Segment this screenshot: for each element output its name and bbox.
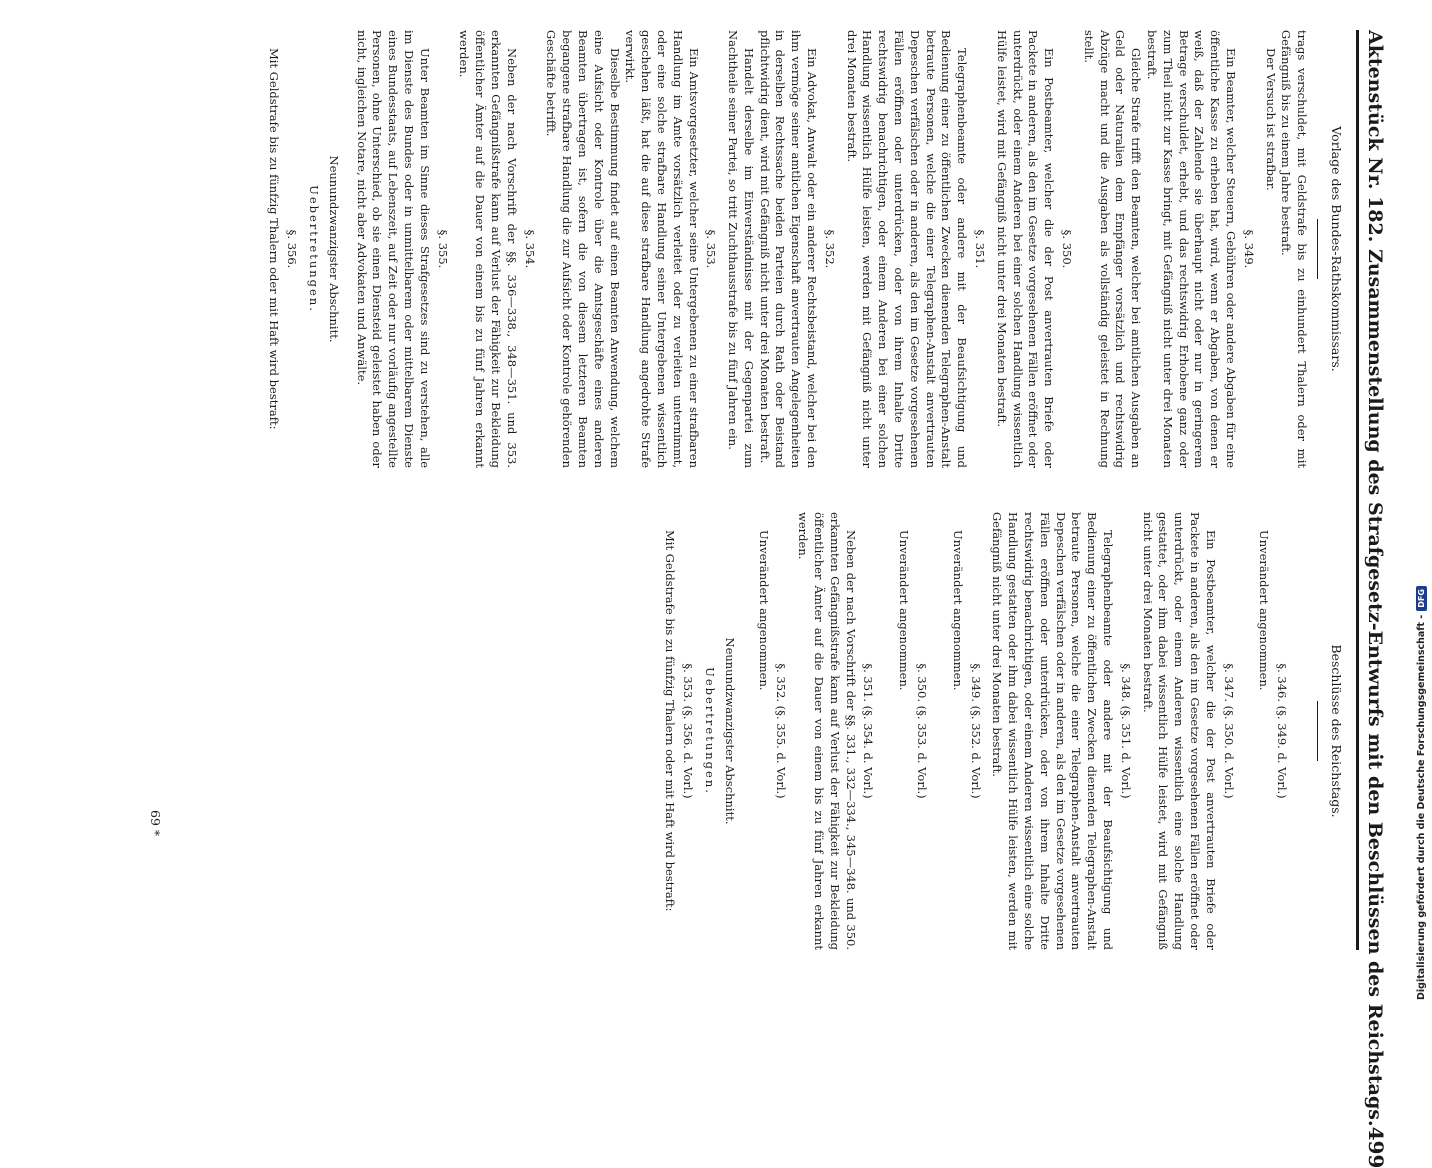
- rotated-document-page: [78, 30, 1388, 1168]
- section-351-text: Telegraphenbeamte oder andere mit der Beaufsichtigung und Bedienung einer zu öffentlichen Zwecken dienenden Telegraphen-Anstalt betraute Personen, welche die einer Telegraphen-Anstalt anvertrauten Depeschen verfälschen oder in anderen, als den im Gesetze vorgesehenen Fällen eröffnen oder unterdrücken, oder von ihrem Inhalte Dritte rechtswidrig benachrichtigen, oder einem Anderen bei einer solchen Handlung wissentlich Hülfe leisten, werden mit Gefängniß nicht unter drei Monaten bestraft.: [844, 30, 970, 468]
- spacer: [741, 512, 755, 950]
- page-header: [1356, 30, 1388, 1168]
- digitization-note: [1416, 589, 1427, 1000]
- page-number: 499: [1364, 1126, 1388, 1168]
- section-353-text: Ein Amtsvorgesetzter, welcher seine Untergebenen zu einer strafbaren Handlung im Amte vorsätzlich verleitet oder zu verleiten unternimmt, oder eine solche strafbare Handlung seiner Untergebenen wissentlich geschehen läßt, hat die auf diese strafbare Handlung angedrohte Strafe verwirkt.: [623, 30, 701, 468]
- section-349-text: Ein Beamter, welcher Steuern, Gebühren oder andere Abgaben für eine öffentliche Kasse zu erheben hat, wird, wenn er Abgaben, von denen er weiß, daß der Zahlende sie überhaupt nicht oder nur in geringerem Betrage verschuldet, erhebt, und das rechtswidrig Erhobene ganz oder zum Theil nicht zur Kasse bringt, mit Gefängniß nicht unter drei Monaten bestraft.: [1145, 30, 1239, 468]
- section-350-text: Ein Postbeamter, welcher die der Post anvertrauten Briefe oder Packete in anderen, als den im Gesetze vorgesehenen Fällen eröffnet oder unterdrückt, oder einem Anderen bei einer solchen Handlung wissentlich Hülfe leistet, wird mit Gefängniß nicht unter drei Monaten bestraft.: [994, 30, 1057, 468]
- section-352-text-2: Handelt derselbe im Einverständnisse mit der Gegenpartei zum Nachtheile seiner Partei, so tritt Zuchthausstrafe bis zu fünf Jahren ein.: [726, 30, 756, 468]
- chapter-heading: Neunundzwanzigster Abschnitt.: [722, 637, 737, 825]
- resolution-348-text: Telegraphenbeamte oder andere mit der Beaufsichtigung und Bedienung einer zu öffentlichen Zwecken dienenden Telegraphen-Anstalt betraute Personen, welche die einer Telegraphen-Anstalt anvertrauten Depeschen verfälschen oder in anderen, als den im Gesetze vorgesehenen Fällen eröffnen oder unterdrücken, oder von ihrem Inhalte Dritte rechtswidrig benachrichtigen, oder einem Anderen wissentlich eine solche Handlung gestatten oder ihm dabei wissentlich Hülfe leisten, werden mit Gefängniß nicht unter drei Monaten bestraft.: [990, 512, 1116, 950]
- spacer: [1242, 512, 1256, 950]
- spacer: [345, 30, 353, 468]
- dfg-logo: DFG: [1416, 586, 1427, 611]
- digitization-note-text: Digitalisierung gefördert durch die Deutsche Forschungsgemeinschaft -: [1416, 614, 1427, 1000]
- page-title: Aktenstück Nr. 182. Zusammenstellung des Strafgesetz-Entwurfs mit den Beschlüssen des Reichstags.: [1364, 30, 1386, 1127]
- resolution-347-number: §. 347. (§. 350. d. Vorl.): [1221, 663, 1236, 799]
- spacer: [935, 512, 949, 950]
- section-356-text: Mit Geldstrafe bis zu fünfzig Thalern oder mit Haft wird bestraft:: [267, 48, 282, 430]
- chapter-subheading: Uebertretungen.: [703, 667, 718, 795]
- spacer: [1295, 512, 1309, 950]
- resolution-352-number: §. 352. (§. 355. d. Vorl.): [774, 663, 789, 799]
- section-355-text: Unter Beamten im Sinne dieses Strafgesetzes sind zu verstehen, alle im Dienste des Bundes oder in unmittelbarem oder mittelbarem Dienste eines Bundesstaats, auf Lebenszeit, auf Zeit oder nur vorläufig angestellte Personen, ohne Unterschied, ob sie einen Diensteid geleistet haben oder nicht, ingleichen Notare, nicht aber Advokaten und Anwälte.: [354, 30, 432, 468]
- section-349-number: §. 349.: [1241, 229, 1256, 269]
- right-column: [266, 512, 1344, 950]
- resolution-352-text: Unverändert angenommen.: [756, 530, 771, 691]
- left-column: [266, 30, 1344, 468]
- chapter-subheading: Uebertretungen.: [306, 185, 321, 313]
- resolution-353-number: §. 353. (§. 356. d. Vorl.): [681, 663, 696, 799]
- section-354-text: Neben der nach Vorschrift der §§. 336—338., 348—351. und 353. erkannten Gefängnißstrafe kann auf Verlust der Fähigkeit zur Bekleidung öffentlicher Ämter auf die Dauer von einem bis zu fünf Jahren erkannt werden.: [457, 30, 519, 468]
- left-column-heading: Vorlage des Bundes-Rathskommissars.: [1329, 126, 1344, 372]
- chapter-heading: Neunundzwanzigster Abschnitt.: [326, 155, 341, 343]
- resolution-350-number: §. 350. (§. 353. d. Vorl.): [915, 663, 930, 799]
- signature-mark: 69 *: [148, 810, 163, 837]
- resolution-351-number: §. 351. (§. 354. d. Vorl.): [861, 663, 876, 799]
- section-350-number: §. 350.: [1060, 229, 1075, 269]
- section-354-number: §. 354.: [522, 229, 537, 269]
- resolution-350-text: Unverändert angenommen.: [897, 530, 912, 691]
- section-353-text-2: Dieselbe Bestimmung findet auf einen Beamten Anwendung, welchem eine Aufsicht oder Kontrole über die Amtsgeschäfte eines anderen Beamten übertragen ist, sofern die von diesem letzteren Beamten begangene strafbare Handlung die zur Aufsicht oder Kontrole gehörenden Geschäfte betrifft.: [544, 30, 622, 468]
- section-352-number: §. 352.: [822, 229, 837, 269]
- two-column-body: [266, 30, 1344, 950]
- resolution-346-text: Unverändert angenommen.: [1257, 530, 1272, 691]
- section-351-number: §. 351.: [973, 229, 988, 269]
- section-353-number: §. 353.: [704, 229, 719, 269]
- heading-rule: [1317, 701, 1318, 761]
- resolution-349-text: Unverändert angenommen.: [950, 530, 965, 691]
- resolution-349-number: §. 349. (§. 352. d. Vorl.): [968, 663, 983, 799]
- heading-rule: [1317, 219, 1318, 279]
- right-column-heading: Beschlüsse des Reichstags.: [1329, 644, 1344, 818]
- spacer: [881, 512, 895, 950]
- intro-text-2: Der Versuch ist strafbar.: [1263, 48, 1278, 191]
- intro-text: trags verschuldet, mit Geldstrafe bis zu einhundert Thalern oder mit Gefängniß bis zu einem Jahre bestraft.: [1279, 30, 1310, 468]
- section-352-text: Ein Advokat, Anwalt oder ein anderer Rechtsbeistand, welcher bei den ihm vermöge seiner amtlichen Eigenschaft anvertrauten Angelegenheiten in derselben Rechtssache beiden Parteien durch Rath oder Beistand pflichtwidrig dient, wird mit Gefängniß nicht unter drei Monaten bestraft.: [757, 30, 820, 468]
- resolution-351-text: Neben der nach Vorschrift der §§. 331., 332—334., 345—348. und 350. erkannten Gefängnißstrafe kann auf Verlust der Fähigkeit zur Bekleidung öffentlicher Ämter auf die Dauer von einem bis zu fünf Jahren erkannt werden.: [796, 512, 858, 950]
- section-355-number: §. 355.: [435, 229, 450, 269]
- section-356-number: §. 356.: [285, 229, 300, 269]
- resolution-347-text: Ein Postbeamter, welcher die der Post anvertrauten Briefe oder Packete in anderen, als den im Gesetze vorgesehenen Fällen eröffnet oder unterdrückt, oder einem Anderen wissentlich eine solche Handlung gestattet, oder ihm dabei wissentlich Hülfe leistet, wird mit Gefängniß nicht unter drei Monaten bestraft.: [1140, 512, 1218, 950]
- section-349-text-2: Gleiche Strafe trifft den Beamten, welcher bei amtlichen Ausgaben an Geld oder Naturalien dem Empfänger vorsätzlich und rechtswidrig Abzüge macht und die Ausgaben als vollständig geleistet in Rechnung stellt.: [1081, 30, 1144, 468]
- resolution-353-text: Mit Geldstrafe bis zu fünfzig Thalern oder mit Haft wird bestraft:: [663, 530, 678, 912]
- resolution-348-number: §. 348. (§. 351. d. Vorl.): [1118, 663, 1133, 799]
- resolution-346-number: §. 346. (§. 349. d. Vorl.): [1275, 663, 1290, 799]
